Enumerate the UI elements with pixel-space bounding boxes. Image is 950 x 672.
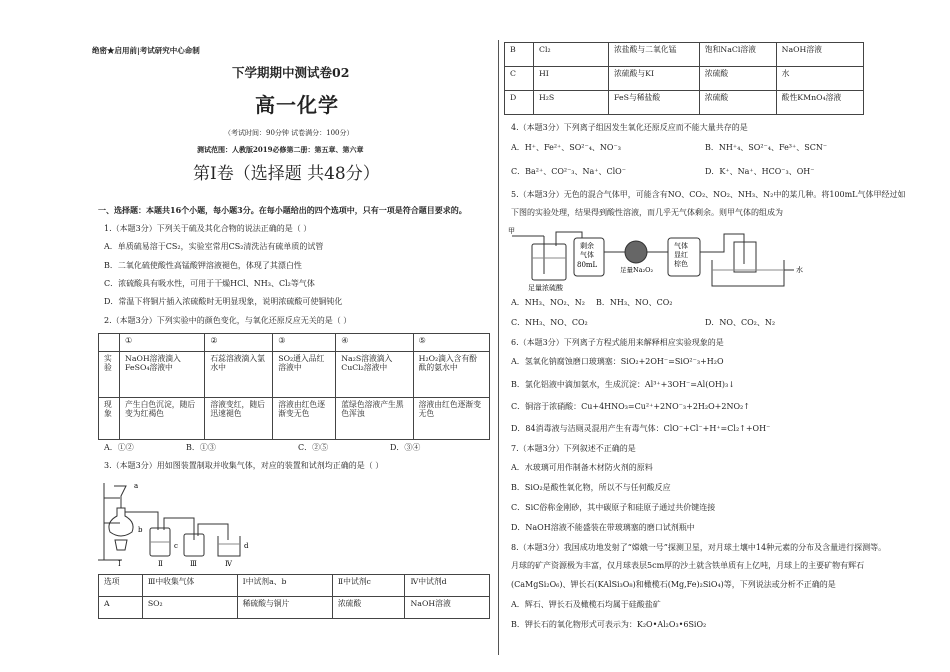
q5-option-a: A．NH₃、NO₂、N₂ bbox=[511, 298, 585, 307]
q3-cell: FeS与稀盐酸 bbox=[609, 91, 700, 115]
q3-cell: 水 bbox=[776, 67, 863, 91]
q5-stem-2: 下图的实验处理，结果得到酸性溶液，而几乎无气体剩余。则甲气体的组成为 bbox=[511, 208, 783, 217]
q2-cell: 溶液由红色逐渐变无色 bbox=[413, 398, 489, 440]
q7-option-c: C．SiC俗称金刚砂，其中碳原子和硅原子通过共价键连接 bbox=[511, 503, 716, 512]
fig-gas-3: 棕色 bbox=[674, 260, 688, 268]
q3-table-part2 bbox=[504, 42, 864, 115]
q3-cell: Cl₂ bbox=[534, 43, 609, 67]
q2-row-label: 实验 bbox=[99, 352, 120, 398]
label-II: Ⅱ bbox=[158, 560, 163, 568]
q7-option-a: A．水玻璃可用作制备木材防火剂的原料 bbox=[511, 463, 653, 472]
q2-cell: Na₂S溶液滴入CuCl₂溶液中 bbox=[336, 352, 413, 398]
fig-gas-1: 气体 bbox=[674, 242, 688, 250]
q3-header-cell: Ⅲ中收集气体 bbox=[142, 575, 237, 597]
q3-cell: HI bbox=[534, 67, 609, 91]
q4-option-c: C．Ba²⁺、CO²⁻₃、Na⁺、ClO⁻ bbox=[511, 167, 626, 176]
label-I: Ⅰ bbox=[118, 560, 121, 568]
q2-option-c: C．②⑤ bbox=[298, 443, 329, 452]
q2-cell: NaOH溶液滴入FeSO₄溶液中 bbox=[120, 352, 205, 398]
q4-stem: 4.（本题3分）下列离子组因发生氧化还原反应而不能大量共存的是 bbox=[511, 123, 748, 132]
exam-meta: （考试时间：90分钟 试卷满分：100分） bbox=[224, 129, 354, 137]
q6-stem: 6.（本题3分）下列离子方程式能用来解释相应实验现象的是 bbox=[511, 338, 724, 347]
na2o2-tube bbox=[625, 241, 647, 263]
confidential-header: 绝密★启用前|考试研究中心命制 bbox=[92, 46, 200, 55]
exam-scope: 测试范围：人教版2019必修第二册：第五章、第六章 bbox=[197, 145, 364, 154]
q5-option-c: C．NH₃、NO、CO₂ bbox=[511, 318, 588, 327]
q3-cell: 浓硫酸 bbox=[699, 91, 776, 115]
q3-header-cell: Ⅰ中试剂a、b bbox=[237, 575, 332, 597]
q3-cell: 浓硫酸 bbox=[332, 597, 405, 619]
q5-option-b: B．NH₃、NO、CO₂ bbox=[596, 298, 673, 307]
q3-cell: C bbox=[505, 67, 534, 91]
q2-header-cell: ① bbox=[120, 334, 205, 352]
q3-stem: 3.（本题3分）用如图装置制取并收集气体，对应的装置和试剂均正确的是（ ） bbox=[104, 461, 384, 470]
q2-option-d: D．③④ bbox=[390, 443, 421, 452]
q7-stem: 7.（本题3分）下列叙述不正确的是 bbox=[511, 444, 636, 453]
q8-option-b: B．钾长石的氧化物形式可表示为：K₂O•Al₂O₃•6SiO₂ bbox=[511, 620, 707, 629]
q8-line-1: 8.（本题3分）我国成功地发射了“嫦娥一号”探测卫星，对月球土壤中14种元素的分布及含量进行探测等。 bbox=[511, 543, 887, 552]
q2-cell: 产生白色沉淀，随后变为红褐色 bbox=[120, 398, 205, 440]
q3-cell: 饱和NaCl溶液 bbox=[699, 43, 776, 67]
fig-remain-2: 气体 bbox=[580, 251, 594, 259]
q1-stem: 1.（本题3分）下列关于硫及其化合物的说法正确的是（ ） bbox=[104, 224, 312, 233]
q2-cell: 石蕊溶液滴入氯水中 bbox=[205, 352, 273, 398]
fig-remain-3: 80mL bbox=[577, 261, 598, 269]
q2-header-cell: ② bbox=[205, 334, 273, 352]
q1-option-a: A．单质硫易溶于CS₂，实验室常用CS₂清洗沾有硫单质的试管 bbox=[104, 242, 324, 251]
q2-table bbox=[98, 333, 490, 440]
burner bbox=[115, 540, 127, 550]
fig-remain-1: 剩余 bbox=[580, 242, 594, 250]
q3-apparatus-figure bbox=[98, 478, 268, 568]
label-IV: Ⅳ bbox=[225, 560, 232, 568]
q2-option-a: A．①② bbox=[104, 443, 134, 452]
q3-cell: SO₂ bbox=[142, 597, 237, 619]
q6-option-c: C．铜溶于浓硝酸：Cu+4HNO₃=Cu²⁺+2NO⁻₃+2H₂O+2NO₂↑ bbox=[511, 402, 750, 411]
exam-title: 下学期期中测试卷02 bbox=[232, 65, 350, 80]
q2-cell: 蓝绿色溶液产生黑色浑浊 bbox=[336, 398, 413, 440]
q2-cell: 溶液由红色逐渐变无色 bbox=[273, 398, 336, 440]
q3-cell: NaOH溶液 bbox=[405, 597, 490, 619]
q3-header-cell: 选项 bbox=[99, 575, 143, 597]
q2-stem: 2.（本题3分）下列实验中的颜色变化，与氧化还原反应无关的是（ ） bbox=[104, 316, 352, 325]
q8-line-2: 月球的矿产资源极为丰富，仅月球表层5cm厚的沙土就含铁单质有上亿吨，月球上的主要矿物有辉石 bbox=[511, 561, 865, 570]
q3-cell: A bbox=[99, 597, 143, 619]
q3-cell: H₂S bbox=[534, 91, 609, 115]
column-divider bbox=[498, 40, 499, 655]
q3-cell: NaOH溶液 bbox=[776, 43, 863, 67]
section-instruction: 一、选择题：本题共16个小题，每小题3分。在每小题给出的四个选项中，只有一项是符合题目要求的。 bbox=[98, 205, 467, 215]
q2-cell: SO₂通入品红溶液中 bbox=[273, 352, 336, 398]
q8-option-a: A．辉石、钾长石及橄榄石均属于硅酸盐矿 bbox=[511, 600, 661, 609]
label-d: d bbox=[244, 542, 249, 550]
fig-gas-2: 显红 bbox=[674, 251, 688, 259]
q2-row-label: 现象 bbox=[99, 398, 120, 440]
q6-option-a: A．氢氧化钠腐蚀磨口玻璃塞：SiO₂+2OH⁻=SiO²⁻₃+H₂O bbox=[511, 357, 724, 366]
q5-option-d: D．NO、CO₂、N₂ bbox=[705, 318, 776, 327]
fig-water: 水 bbox=[796, 266, 803, 274]
q5-apparatus-figure bbox=[508, 224, 808, 292]
q2-header-cell: ④ bbox=[336, 334, 413, 352]
q3-cell: 稀硫酸与铜片 bbox=[237, 597, 332, 619]
separatory-funnel bbox=[114, 486, 126, 508]
label-a: a bbox=[134, 482, 139, 490]
collection-tube bbox=[734, 242, 756, 272]
label-III: Ⅲ bbox=[190, 560, 197, 568]
q3-cell: D bbox=[505, 91, 534, 115]
label-b: b bbox=[138, 526, 143, 534]
q2-header-cell: ⑤ bbox=[413, 334, 489, 352]
q1-option-d: D．常温下将铜片插入浓硫酸时无明显现象，说明浓硫酸可使铜钝化 bbox=[104, 297, 343, 306]
q2-header-cell: ③ bbox=[273, 334, 336, 352]
fig-acid: 足量浓硫酸 bbox=[528, 284, 563, 292]
q3-cell: 浓盐酸与二氧化锰 bbox=[609, 43, 700, 67]
q1-option-b: B．二氧化硫使酸性高锰酸钾溶液褪色，体现了其漂白性 bbox=[104, 261, 302, 270]
q7-option-b: B．SiO₂是酸性氧化物，所以不与任何酸反应 bbox=[511, 483, 671, 492]
volume-title: 第Ⅰ卷（选择题 共48分） bbox=[193, 164, 380, 184]
q3-cell: 浓硫酸与KI bbox=[609, 67, 700, 91]
q2-option-b: B．①③ bbox=[186, 443, 216, 452]
q2-cell: H₂O₂滴入含有酚酞的氨水中 bbox=[413, 352, 489, 398]
q3-cell: 浓硫酸 bbox=[699, 67, 776, 91]
q4-option-d: D．K⁺、Na⁺、HCO⁻₃、OH⁻ bbox=[705, 167, 815, 176]
q7-option-d: D．NaOH溶液不能盛装在带玻璃塞的磨口试剂瓶中 bbox=[511, 523, 695, 532]
sulfuric-acid-bottle bbox=[532, 244, 566, 280]
fig-jia: 甲 bbox=[508, 227, 515, 235]
subject-title: 高一化学 bbox=[255, 93, 339, 117]
q3-header-cell: Ⅳ中试剂d bbox=[405, 575, 490, 597]
beaker-iv bbox=[218, 536, 240, 556]
q3-cell: B bbox=[505, 43, 534, 67]
q4-option-b: B．NH⁺₄、SO²⁻₄、Fe³⁺、SCN⁻ bbox=[705, 143, 828, 152]
q3-table-part1 bbox=[98, 574, 490, 619]
q8-line-3: (CaMgSi₂O₆)、钾长石(KAlSi₃O₈)和橄榄石(Mg,Fe)₂SiO₄)等，下列说法或分析不正确的是 bbox=[511, 580, 836, 589]
q2-header-cell bbox=[99, 334, 120, 352]
q3-cell: 酸性KMnO₄溶液 bbox=[776, 91, 863, 115]
q1-option-c: C．浓硫酸具有吸水性，可用于干燥HCl、NH₃、Cl₂等气体 bbox=[104, 279, 315, 288]
label-c: c bbox=[174, 542, 178, 550]
fig-na2o2: 足量Na₂O₂ bbox=[620, 266, 654, 274]
q6-option-d: D．84消毒液与洁厕灵混用产生有毒气体：ClO⁻+Cl⁻+H⁺=Cl₂↑+OH⁻ bbox=[511, 424, 771, 433]
water-trough bbox=[712, 260, 784, 286]
q5-stem: 5.（本题3分）无色的混合气体甲，可能含有NO、CO₂、NO₂、NH₃、N₂中的某几种。将100mL气体甲经过如 bbox=[511, 190, 906, 199]
q4-option-a: A．H⁺、Fe²⁺、SO²⁻₄、NO⁻₃ bbox=[511, 143, 621, 152]
q6-option-b: B．氯化铝液中滴加氨水，生成沉淀：Al³⁺+3OH⁻=Al(OH)₃↓ bbox=[511, 380, 735, 389]
q2-cell: 溶液变红，随后迅速褪色 bbox=[205, 398, 273, 440]
q3-header-cell: Ⅱ中试剂c bbox=[332, 575, 405, 597]
